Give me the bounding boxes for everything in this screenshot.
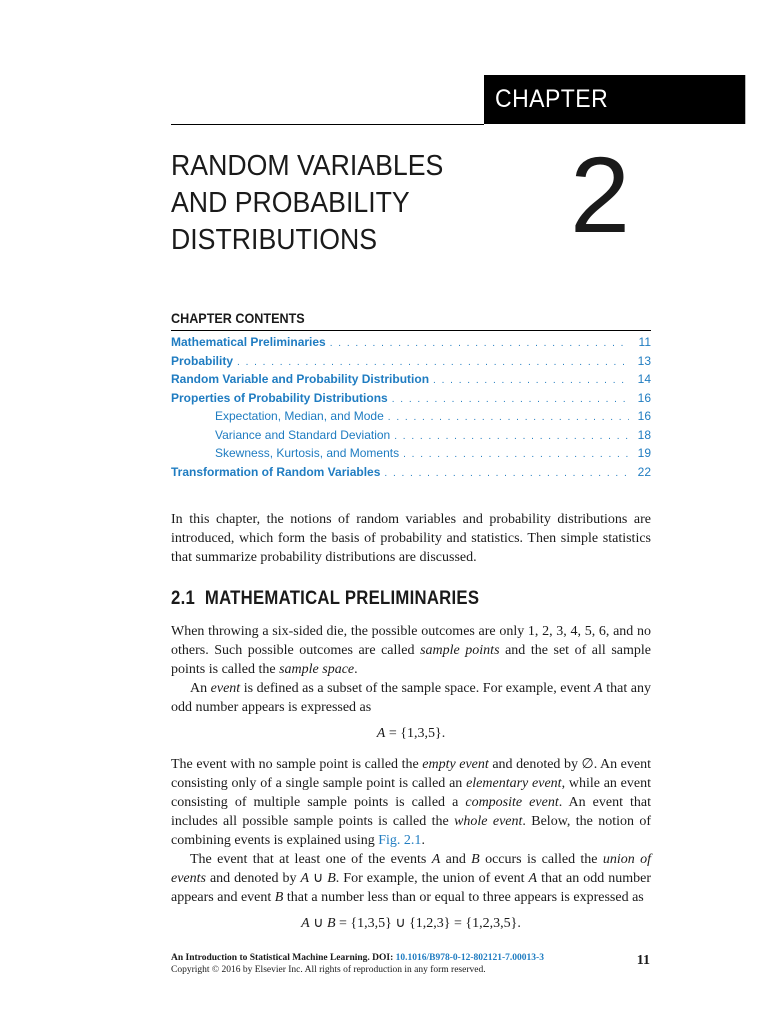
text-run: When throwing a six-sided die, the possible outcomes are only 1, 2, 3, 4, 5, 6, and no others. Such possible outcomes are called <box>171 624 651 658</box>
term-sample-points: sample points <box>420 643 500 658</box>
text-run: ∪ <box>309 871 328 886</box>
toc-entry-title[interactable]: Probability <box>171 353 234 368</box>
toc-entry[interactable] <box>171 370 651 389</box>
math-variable: B <box>471 852 480 867</box>
text-run: is defined as a subset of the sample space. For example, event <box>240 681 595 696</box>
table-of-contents <box>171 333 651 481</box>
toc-leader-dots <box>403 446 629 465</box>
toc-entry-page[interactable]: 11 <box>638 335 651 349</box>
math-variable: B <box>326 916 336 931</box>
toc-subentry[interactable] <box>171 426 651 445</box>
term-whole-event: whole event <box>454 814 523 829</box>
text-run: . For example, the union of event <box>335 871 529 886</box>
intro-paragraph: In this chapter, the notions of random variables and probability distributions are introduced, which form the basis of probability and statistics. Then simple statistics that summarize probability distributions are discussed. <box>171 512 651 565</box>
toc-entry-title[interactable]: Transformation of Random Variables <box>171 464 381 479</box>
figure-link[interactable]: Fig. 2.1 <box>378 833 422 848</box>
math-variable: A <box>301 916 310 931</box>
toc-entry-title[interactable]: Properties of Probability Distributions <box>171 390 388 405</box>
contents-heading: CHAPTER CONTENTS <box>171 310 305 326</box>
term-union-of-events: union of events <box>171 852 651 886</box>
toc-subentry[interactable] <box>171 407 651 426</box>
chapter-title-line-1: RANDOM VARIABLES <box>171 150 444 182</box>
term-composite-event: composite event <box>465 795 559 810</box>
text-run: An <box>190 681 211 696</box>
text-run: and the set of all sample points is called the <box>171 643 652 677</box>
toc-leader-dots <box>388 409 629 428</box>
text-run: The event that at least one of the events <box>190 852 432 867</box>
term-empty-event: empty event <box>422 757 489 772</box>
math-variable: B <box>327 871 336 886</box>
text-run: . <box>354 662 358 677</box>
section-title: MATHEMATICAL PRELIMINARIES <box>204 588 480 609</box>
toc-entry-page[interactable]: 14 <box>637 372 651 386</box>
toc-entry[interactable] <box>171 352 651 371</box>
text-run: and denoted by <box>205 871 301 886</box>
section-heading <box>171 588 479 610</box>
text-run: . An event that includes all possible sample points is called the <box>171 795 652 829</box>
equation-union <box>171 915 651 932</box>
contents-rule <box>171 330 651 331</box>
toc-entry-page[interactable]: 16 <box>637 409 651 423</box>
math-operator: ∪ <box>309 916 327 931</box>
text-run: The event with no sample point is called the <box>171 757 423 772</box>
toc-entry[interactable] <box>171 389 651 408</box>
chapter-label-bar <box>484 75 745 124</box>
equation-odd-event <box>171 726 651 742</box>
chapter-label: CHAPTER <box>495 85 609 113</box>
term-elementary-event: elementary event <box>466 776 562 791</box>
paragraph-union <box>171 850 651 907</box>
toc-subentry[interactable] <box>171 444 651 463</box>
header-rule <box>171 124 484 125</box>
text-run: . Below, the notion of combining events is explained using <box>171 814 651 848</box>
toc-entry-page[interactable]: 13 <box>637 353 651 368</box>
toc-leader-dots <box>433 372 629 391</box>
toc-entry-page[interactable]: 16 <box>637 390 651 405</box>
text-run: occurs is called the <box>479 852 603 867</box>
page-number: 11 <box>636 953 650 968</box>
toc-entry-title[interactable]: Random Variable and Probability Distribution <box>171 372 430 386</box>
paragraph-sample-space <box>171 622 651 679</box>
math-expression: = {1,3,5} ∪ {1,2,3} = {1,2,3,5}. <box>335 916 521 931</box>
math-variable: A <box>528 871 538 886</box>
text-run: and <box>440 852 472 867</box>
text-run: that any odd number appears is expressed as <box>171 681 651 715</box>
text-run: that an odd number appears and event <box>171 871 652 905</box>
page-footer <box>171 952 651 976</box>
math-variable: B <box>274 890 284 905</box>
toc-entry[interactable] <box>171 333 651 352</box>
toc-leader-dots <box>392 391 629 410</box>
math-variable: A <box>376 726 386 741</box>
chapter-title-line-2: AND PROBABILITY <box>171 187 410 219</box>
math-variable: A <box>594 681 603 696</box>
section-number: 2.1 <box>171 588 196 609</box>
chapter-number: 2 <box>570 134 631 255</box>
paragraph-event <box>171 679 651 717</box>
toc-entry-title[interactable]: Variance and Standard Deviation <box>215 427 391 442</box>
book-title: An Introduction to Statistical Machine Learning. DOI: <box>171 953 396 963</box>
toc-entry-title[interactable]: Mathematical Preliminaries <box>171 335 326 349</box>
math-expression: = {1,3,5}. <box>385 726 446 741</box>
paragraph-event-types <box>171 755 651 850</box>
toc-leader-dots <box>330 335 629 354</box>
toc-entry[interactable] <box>171 463 651 482</box>
term-sample-space: sample space <box>279 662 355 677</box>
toc-entry-page[interactable]: 19 <box>637 446 651 460</box>
toc-leader-dots <box>384 465 629 484</box>
math-variable: A <box>431 852 441 867</box>
math-variable: A <box>300 871 310 886</box>
toc-entry-page[interactable]: 22 <box>637 464 651 479</box>
text-run: that a number less than or equal to three appears is expressed as <box>283 890 644 905</box>
text-run: and denoted by ∅. An event consisting only of a single sample point is called an <box>171 757 651 791</box>
toc-entry-title[interactable]: Skewness, Kurtosis, and Moments <box>215 446 400 460</box>
copyright-notice: Copyright © 2016 by Elsevier Inc. All rights of reproduction in any form reserved. <box>171 965 486 975</box>
chapter-title-line-3: DISTRIBUTIONS <box>171 224 378 256</box>
term-event: event <box>210 681 241 696</box>
doi-link[interactable]: 10.1016/B978-0-12-802121-7.00013-3 <box>395 953 544 963</box>
text-run: . <box>421 833 425 848</box>
text-run: , while an event consisting of multiple sample points is called a <box>171 776 651 810</box>
chapter-title <box>171 148 521 259</box>
toc-leader-dots <box>394 428 629 447</box>
toc-entry-title[interactable]: Expectation, Median, and Mode <box>215 409 384 423</box>
toc-entry-page[interactable]: 18 <box>637 427 651 442</box>
